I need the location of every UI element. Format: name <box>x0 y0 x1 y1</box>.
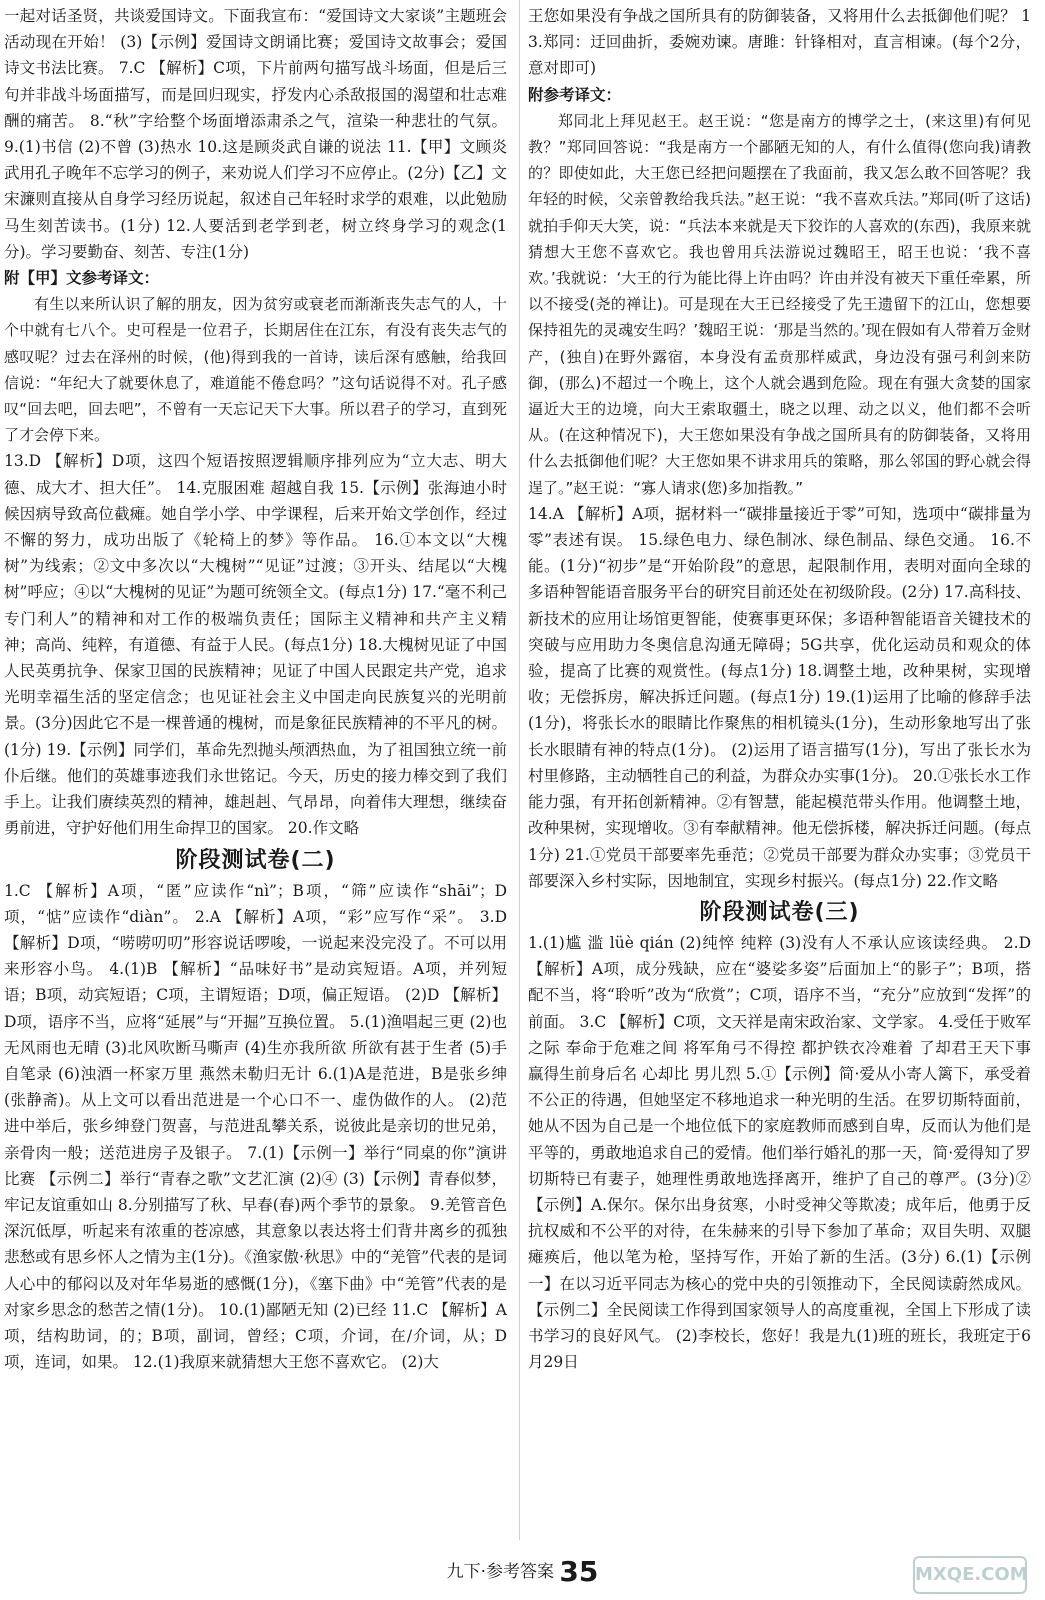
answer-block: 13.D 【解析】D项，这四个短语按照逻辑顺序排列应为“立大志、明大德、成大才、担大任”。 14.克服困难 超越自我 15.【示例】张海迪小时候因病导致高位截瘫。她自学小学、中学课程，后来开始文学创作，经过不懈的努力，成功出版了《轮椅上的梦》等作品。 16.①本文以“大槐树”为线索；②文中多次以“大槐树”“见证”过渡；③开头、结尾以“大槐树”呼应；④以“大槐树的见证”为题可统领全文。(每点1分) 17.“毫不利己专门利人”的精神和对工作的极端负责任；国际主义精神和共产主义精神；高尚、纯粹，有道德、有益于人民。(每点1分) 18.大槐树见证了中国人民英勇抗争、保家卫国的民族精神；见证了中国人民跟定共产党，追求光明幸福生活的坚定信念；也见证社会主义中国走向民族复兴的光明前景。(3分)因此它不是一棵普通的槐树，而是象征民族精神的不平凡的树。(1分) 19.【示例】同学们，革命先烈抛头颅洒热血，为了祖国独立统一前仆后继。他们的英雄事迹我们永世铭记。今天，历史的接力棒交到了我们手上。让我们赓续英烈的精神，雄赳赳、气昂昂，向着伟大理想，继续奋勇前进，守护好他们用生命捍卫的国家。 20.作文略 <box>4 452 507 838</box>
translation-heading: 附参考译文： <box>528 85 622 104</box>
answer-block: 王您如果没有争战之国所具有的防御装备，又将用什么去抵御他们呢？ 13.郑同：迂回曲折，委婉劝谏。唐雎：针锋相对，直言相谏。(每个2分，意对即可) <box>528 7 1031 78</box>
column-divider <box>519 0 520 1540</box>
page-number: 35 <box>559 1555 599 1588</box>
footer-label: 九下·参考答案 <box>446 1562 555 1582</box>
page-footer <box>0 1555 1045 1588</box>
translation-text: 郑同北上拜见赵王。赵王说：“您是南方的博学之士，(来这里)有何见教？”郑同回答说：“我是南方一个鄙陋无知的人，有什么值得(您向我)请教的？即使如此，大王您已经把问题摆在了我面前，我又怎么敢不回答呢？我年轻的时候，父亲曾教给我兵法。”赵王说：“我不喜欢兵法。”郑同(听了这话)就拍手仰天大笑，说：“兵法本来就是天下狡诈的人喜欢的(东西)，我原来就猜想大王您不喜欢它。我也曾用兵法游说过魏昭王，昭王也说：‘我不喜欢。’我就说：‘大王的行为能比得上许由吗？许由并没有被天下重任牵累，所以不接受(尧的禅让)。可是现在大王已经接受了先王遗留下的江山，您想要保持祖先的灵魂安生吗？’魏昭王说：‘那是当然的。’现在假如有人带着万金财产，(独自)在野外露宿，本身没有孟贲那样威武，身边没有强弓利剑来防御，(那么)不超过一个晚上，这个人就会遇到危险。现在有强大贪婪的国家逼近大王的边境，向大王索取疆土，晓之以理、动之以义，他们都不会听从。(在这种情况下)，大王您如果没有争战之国所具有的防御装备，又将用什么去抵御他们呢？大王您如果不讲求用兵的策略，那么邻国的野心就会得逞了。”赵王说：“寡人请求(您)多加指教。” <box>528 111 1031 497</box>
translation-heading: 附【甲】文参考译文： <box>4 269 160 288</box>
left-column <box>4 3 507 1375</box>
answer-block: 14.A 【解析】A项，据材料一“碳排量接近于零”可知，选项中“碳排量为零”表述有误。 15.绿色电力、绿色制冰、绿色制品、绿色交通。 16.不能。(1分)“初步”是“开始阶段”的意思，起限制作用，表明对面向全球的多语种智能语音服务平台的研究目前还处在初级阶段。(2分) 17.高科技、新技术的应用让场馆更智能，使赛事更环保；多语种智能语音关键技术的突破与应用助力冬奥信息沟通无障碍；5G共享，优化运动员和观众的体验，提高了比赛的观赏性。(每点1分) 18.调整土地，改种果树，实现增收；无偿拆房，解决拆迁问题。(每点1分) 19.(1)运用了比喻的修辞手法(1分)，将张长水的眼睛比作聚焦的相机镜头(1分)，生动形象地写出了张长水眼睛有神的特点(1分)。 (2)运用了语言描写(1分)，写出了张长水为村里修路，主动牺牲自己的利益，为群众办实事(1分)。 20.①张长水工作能力强，有开拓创新精神。②有智慧，能起模范带头作用。他调整土地，改种果树，实现增收。③有奉献精神。他无偿拆楼，解决拆迁问题。(每点1分) 21.①党员干部要率先垂范；②党员干部要为群众办实事；③党员干部要深入乡村实际，因地制宜，实现乡村振兴。(每点1分) 22.作文略 <box>528 504 1031 890</box>
translation-text: 有生以来所认识了解的朋友，因为贫穷或衰老而渐渐丧失志气的人，十个中就有七八个。史可程是一位君子，长期居住在江东，有没有丧失志气的感叹呢？过去在泽州的时候，(他)得到我的一首诗，读后深有感触，给我回信说：“年纪大了就要休息了，难道能不倦怠吗？”这句话说得不对。孔子感叹“回去吧，回去吧”，不曾有一天忘记天下大事。所以君子的学习，直到死了才会停下来。 <box>4 295 507 445</box>
watermark-logo: MXQE.COM <box>913 1556 1027 1594</box>
answer-block: 1.(1)尴 滥 lüè qián (2)纯悴 纯粹 (3)没有人不承认应该读经典。 2.D 【解析】A项，成分残缺，应在“婆娑多姿”后面加上“的影子”；B项，搭配不当，将“聆听”改为“欣赏”；C项，语序不当，“充分”应放到“发挥”的前面。 3.C 【解析】C项，文天祥是南宋政治家、文学家。 4.受任于败军之际 奉命于危难之间 将军角弓不得控 都护铁衣冷难着 了却君王天下事 赢得生前身后名 心却比 男儿烈 5.①【示例】简·爱从小寄人篱下，承受着不公正的待遇，但她坚定不移地追求一种光明的生活。在罗切斯特面前，她从不因为自己是一个地位低下的家庭教师而感到自卑，反而认为他们是平等的，勇敢地追求自己的爱情。他们举行婚礼的那一天，简·爱得知了罗切斯特已有妻子，她理性勇敢地选择离开，维护了自己的尊严。(3分)②【示例】A.保尔。保尔出身贫寒，小时受神父等欺凌；成年后，他勇于反抗权威和不公平的对待，在朱赫来的引导下参加了革命；双目失明、双腿瘫痪后，他以笔为枪，坚持写作，开始了新的生活。(3分) 6.(1)【示例一】在以习近平同志为核心的党中央的引领推动下，全民阅读蔚然成风。【示例二】全民阅读工作得到国家领导人的高度重视，全国上下形成了读书学习的良好风气。 (2)李校长，您好！我是九(1)班的班长，我班定于6月29日 <box>528 933 1031 1372</box>
section-title: 阶段测试卷(二) <box>175 847 336 873</box>
right-column <box>528 3 1031 1375</box>
answer-block: 1.C 【解析】A项，“匿”应读作“nì”；B项，“筛”应读作“shāi”；D项，“惦”应读作“diàn”。 2.A 【解析】A项，“彩”应写作“采”。 3.D 【解析】D项，“唠唠叨叨”形容说话啰唆，一说起来没完没了。不可以用来形容小鸟。 4.(1)B 【解析】“品味好书”是动宾短语。A项，并列短语；B项，动宾短语；C项，主谓短语；D项，偏正短语。 (2)D 【解析】D项，语序不当，应将“延展”与“开掘”互换位置。 5.(1)渔唱起三更 (2)也无风雨也无晴 (3)北风吹断马嘶声 (4)生亦我所欲 所欲有甚于生者 (5)手自笔录 (6)浊酒一杯家万里 燕然未勒归无计 6.(1)A是范进，B是张乡绅(张静斋)。从上文可以看出范进是一个心口不一、虚伪做作的人。 (2)范进中举后，张乡绅登门贺喜，与范进乱攀关系，说彼此是亲切的世兄弟，亲骨肉一般；送范进房子及银子。 7.(1)【示例一】举行“同桌的你”演讲比赛 【示例二】举行“青春之歌”文艺汇演 (2)④ (3)【示例】青春似梦，牢记友谊重如山 8.分别描写了秋、早春(春)两个季节的景象。 9.羌管音色深沉低厚，听起来有浓重的苍凉感，其意象以表达将士们背井离乡的孤独悲愁或有思乡怀人之情为主(1分)。《渔家傲·秋思》中的“羌管”代表的是词人心中的郁闷以及对年华易逝的感慨(1分)，《塞下曲》中“羌管”代表的是对家乡思念的愁苦之情(1分)。 10.(1)鄙陋无知 (2)已经 11.C 【解析】A项，结构助词，的；B项，副词，曾经；C项，介词，在/介词，从；D项，连词，如果。 12.(1)我原来就猜想大王您不喜欢它。 (2)大 <box>4 881 507 1372</box>
section-title: 阶段测试卷(三) <box>699 899 860 925</box>
answer-block: 一起对话圣贤，共谈爱国诗文。下面我宣布：“爱国诗文大家谈”主题班会活动现在开始！ (3)【示例】爱国诗文朗诵比赛；爱国诗文故事会；爱国诗文书法比赛。 7.C 【解析】C项，下片前两句描写战斗场面，但是后三句并非战斗场面描写，而是回归现实，抒发内心杀敌报国的渴望和壮志难酬的痛苦。 8.“秋”字给整个场面增添肃杀之气，渲染一种悲壮的气氛。 9.(1)书信 (2)不曾 (3)热水 10.这是顾炎武自谦的说法 11.【甲】文顾炎武用孔子晚年不忘学习的例子，来劝说人们学习不应停止。(2分)【乙】文宋濂则直接从自身学习经历说起，叙述自己年轻时求学的艰难，以此勉励马生刻苦读书。(1分) 12.人要活到老学到老，树立终身学习的观念(1分)。学习要勤奋、刻苦、专注(1分) <box>4 7 507 261</box>
